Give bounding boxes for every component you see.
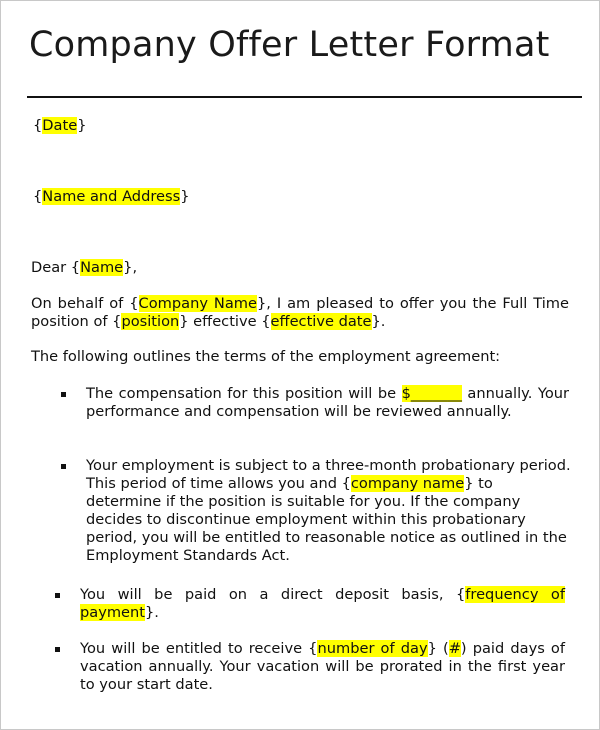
bullet-icon bbox=[55, 593, 60, 598]
bullet-icon bbox=[55, 647, 60, 652]
date-field[interactable]: Date bbox=[42, 117, 78, 134]
payment-item: You will be paid on a direct deposit basis, {frequency of payment}. bbox=[80, 586, 565, 621]
title-divider bbox=[27, 96, 582, 98]
vacation-item: You will be entitled to receive {number of day} (#) paid days of vacation annually. Your vacation will be prorated in the first year to your start date. bbox=[80, 640, 565, 693]
document-title: Company Offer Letter Format bbox=[29, 25, 550, 65]
salutation: Dear {Name}, bbox=[31, 259, 138, 276]
salary-field[interactable]: $_______ bbox=[401, 385, 462, 402]
vacation-days-number-field[interactable]: # bbox=[448, 640, 461, 657]
vacation-days-field[interactable]: number of day bbox=[317, 640, 428, 657]
name-address-field[interactable]: Name and Address bbox=[42, 188, 181, 205]
recipient-name-field[interactable]: Name bbox=[80, 259, 124, 276]
effective-date-field[interactable]: effective date bbox=[270, 313, 372, 330]
payment-frequency-field[interactable]: frequency of payment bbox=[80, 586, 565, 621]
bullet-icon bbox=[61, 392, 66, 397]
company-name-field-2[interactable]: company name bbox=[350, 475, 465, 492]
intro-paragraph: On behalf of {Company Name}, I am pleased to offer you the Full Time position of {position} effective {effective date}. bbox=[31, 295, 569, 330]
bullet-icon bbox=[61, 464, 66, 469]
probation-item: Your employment is subject to a three-month probationary period. This period of time allows you and {company name} to determine if the position is suitable for you. If the company decides to discontinue employment within this probationary period, you will be entitled to reasonable notice as outlined in the Employment Standards Act. bbox=[86, 457, 571, 564]
position-field[interactable]: position bbox=[121, 313, 180, 330]
address-placeholder: {Name and Address} bbox=[33, 188, 190, 205]
terms-intro: The following outlines the terms of the employment agreement: bbox=[31, 348, 501, 365]
date-placeholder: {Date} bbox=[33, 117, 87, 134]
company-name-field[interactable]: Company Name bbox=[138, 295, 257, 312]
compensation-item: The compensation for this position will be $_______ annually. Your performance and compensation will be reviewed annually. bbox=[86, 385, 570, 420]
